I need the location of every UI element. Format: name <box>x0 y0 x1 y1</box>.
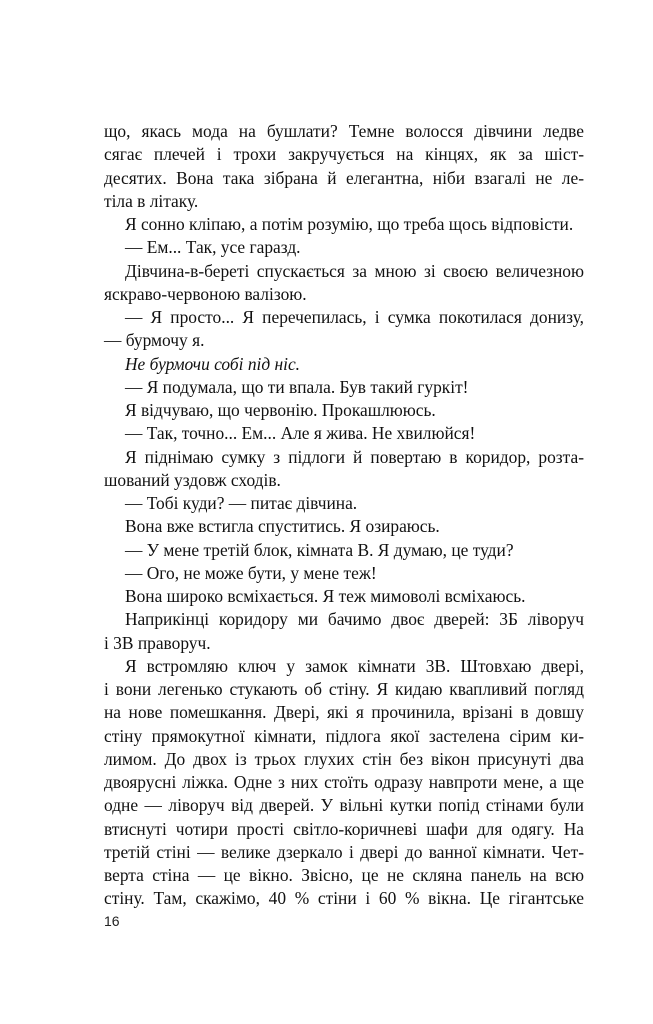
text-line: — Ого, не може бути, у мене теж! <box>125 562 377 583</box>
text-line: яскраво-червоною валізою. <box>104 283 307 304</box>
text-line: Я сонно кліпаю, а потім розумію, що треба щось відповісти. <box>125 214 574 234</box>
text-line: Наприкінці коридору ми бачимо двоє дверей: 3Б ліворуч <box>125 609 584 630</box>
text-line: на нове помешкання. Двері, які я прочинила, врізані в довшу <box>104 702 584 723</box>
text-line: лимом. До двох із трьох глухих стін без вікон присунуті два <box>104 748 584 769</box>
text-line: — бурмочу я. <box>104 330 205 351</box>
text-line: стіну прямокутної кімнати, підлога якої застелена сірим ки- <box>104 725 584 746</box>
text-line: одне — ліворуч від дверей. У вільні кутки попід стінами були <box>104 795 584 816</box>
text-line: і 3В праворуч. <box>104 632 211 653</box>
text-line: — Так, точно... Ем... Але я жива. Не хвилюйся! <box>125 423 476 444</box>
text-line: що, якась мода на бушлати? Темне волосся дівчини ледве <box>104 121 584 141</box>
text-line: двоярусні ліжка. Одне з них стоїть одразу навпроти мене, а ще <box>104 772 584 792</box>
text-line: Я встромляю ключ у замок кімнати 3В. Штовхаю двері, <box>125 655 584 676</box>
text-line: втиснуті чотири прості світло-коричневі шафи для одягу. На <box>104 818 584 839</box>
text-line: Вона вже встигла спуститись. Я озираюсь. <box>125 516 440 537</box>
page-number: 16 <box>104 913 120 929</box>
text-line: Вона широко всміхається. Я теж мимоволі всміхаюсь. <box>125 586 526 606</box>
text-line: шований уздовж сходів. <box>104 469 281 490</box>
text-line: Я відчуваю, що червонію. Прокашлююсь. <box>125 400 436 420</box>
text-line: верта стіна — це вікно. Звісно, це не скляна панель на всю <box>104 865 584 885</box>
text-line: — У мене третій блок, кімната В. Я думаю, це туди? <box>125 539 514 560</box>
text-line: Я піднімаю сумку з підлоги й повертаю в коридор, розта- <box>125 446 584 467</box>
text-line: Дівчина-в-береті спускається за мною зі своєю величезною <box>125 260 584 281</box>
text-line: третій стіні — велике дзеркало і двері до ванної кімнати. Чет- <box>104 841 584 862</box>
text-line: — Тобі куди? — питає дівчина. <box>125 493 358 513</box>
text-line: стіну. Там, скажімо, 40 % стіни і 60 % вікна. Це гігантське <box>104 888 584 909</box>
text-line: тіла в літаку. <box>104 190 199 211</box>
text-line: і вони легенько стукають об стіну. Я кидаю квапливий погляд <box>104 679 584 699</box>
text-line-italic: Не бурмочи собі під ніс. <box>125 353 301 374</box>
body-text <box>104 120 584 911</box>
text-line: — Я просто... Я перечепилась, і сумка покотилася донизу, <box>125 307 584 327</box>
text-line: десятих. Вона така зібрана й елегантна, ніби взагалі не ле- <box>104 167 584 188</box>
text-line: — Ем... Так, усе гаразд. <box>125 237 301 258</box>
text-line: сягає плечей і трохи закручується на кінцях, як за шіст- <box>104 144 584 165</box>
text-line: — Я подумала, що ти впала. Був такий гуркіт! <box>125 376 469 397</box>
